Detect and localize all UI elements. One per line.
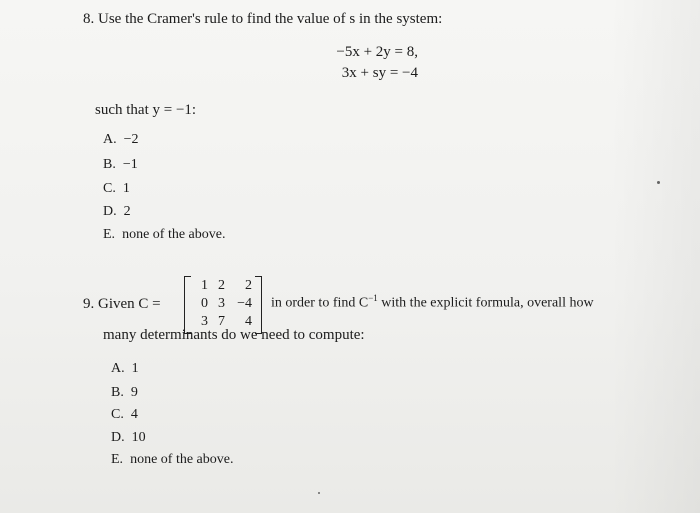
matrix-cell: 1 xyxy=(201,278,208,293)
matrix-cell: 2 xyxy=(245,278,252,293)
option-text: −1 xyxy=(122,157,138,172)
paper-speck xyxy=(657,181,660,184)
page-shading xyxy=(610,0,700,513)
option-text: 1 xyxy=(131,361,139,376)
option-text: 1 xyxy=(122,181,130,196)
option-text: −2 xyxy=(123,132,139,147)
q9-option-d xyxy=(111,430,146,446)
matrix-cell: 2 xyxy=(218,278,225,293)
q9-text-line1 xyxy=(271,293,594,312)
q9-option-b xyxy=(111,385,138,401)
q8-option-e xyxy=(103,227,225,243)
q8-condition: such that y = −1: xyxy=(95,102,197,118)
q9-text-b: with the explicit formula, overall how xyxy=(377,295,594,311)
q8-option-d xyxy=(103,204,131,220)
option-text: 4 xyxy=(130,407,138,422)
q9-option-a xyxy=(111,361,139,377)
option-letter: A. xyxy=(111,361,125,376)
option-text: none of the above. xyxy=(122,227,226,242)
q8-equation-2: 3x + sy = −4 xyxy=(341,65,418,81)
option-text: 2 xyxy=(123,204,131,219)
q9-option-c xyxy=(111,407,138,423)
option-letter: E. xyxy=(111,452,124,467)
q8-system xyxy=(300,42,418,84)
matrix-cell: 3 xyxy=(218,296,225,311)
q9-text-line2: many determinants do we need to compute: xyxy=(103,327,365,343)
option-letter: D. xyxy=(111,430,125,445)
q8-prompt: 8. Use the Cramer's rule to find the value of s in the system: xyxy=(83,11,443,27)
q8-equation-1: −5x + 2y = 8, xyxy=(336,44,418,60)
q9-matrix xyxy=(184,276,262,334)
matrix-right-bracket xyxy=(255,276,262,334)
q9-option-e xyxy=(111,452,233,468)
q8-option-b xyxy=(103,157,138,173)
q9-lead: 9. Given C = xyxy=(83,296,161,312)
option-letter: B. xyxy=(111,385,124,400)
q9-text-a: in order to find C xyxy=(271,295,369,311)
option-letter: B. xyxy=(103,157,116,172)
q8-option-c xyxy=(103,181,130,197)
matrix-cell: 3 xyxy=(201,314,208,329)
option-text: none of the above. xyxy=(130,452,234,467)
matrix-cell: 7 xyxy=(218,314,225,329)
matrix-cell: 0 xyxy=(201,296,208,311)
paper-speck xyxy=(318,492,320,494)
q8-option-a xyxy=(103,132,139,148)
option-letter: D. xyxy=(103,204,117,219)
matrix-cell: 4 xyxy=(245,314,252,329)
option-letter: C. xyxy=(111,407,124,422)
matrix-cell: −4 xyxy=(237,296,252,311)
option-letter: E. xyxy=(103,227,116,242)
q9-inverse-exponent: −1 xyxy=(368,293,378,303)
option-letter: C. xyxy=(103,181,116,196)
option-letter: A. xyxy=(103,132,117,147)
option-text: 10 xyxy=(131,430,146,445)
option-text: 9 xyxy=(130,385,138,400)
